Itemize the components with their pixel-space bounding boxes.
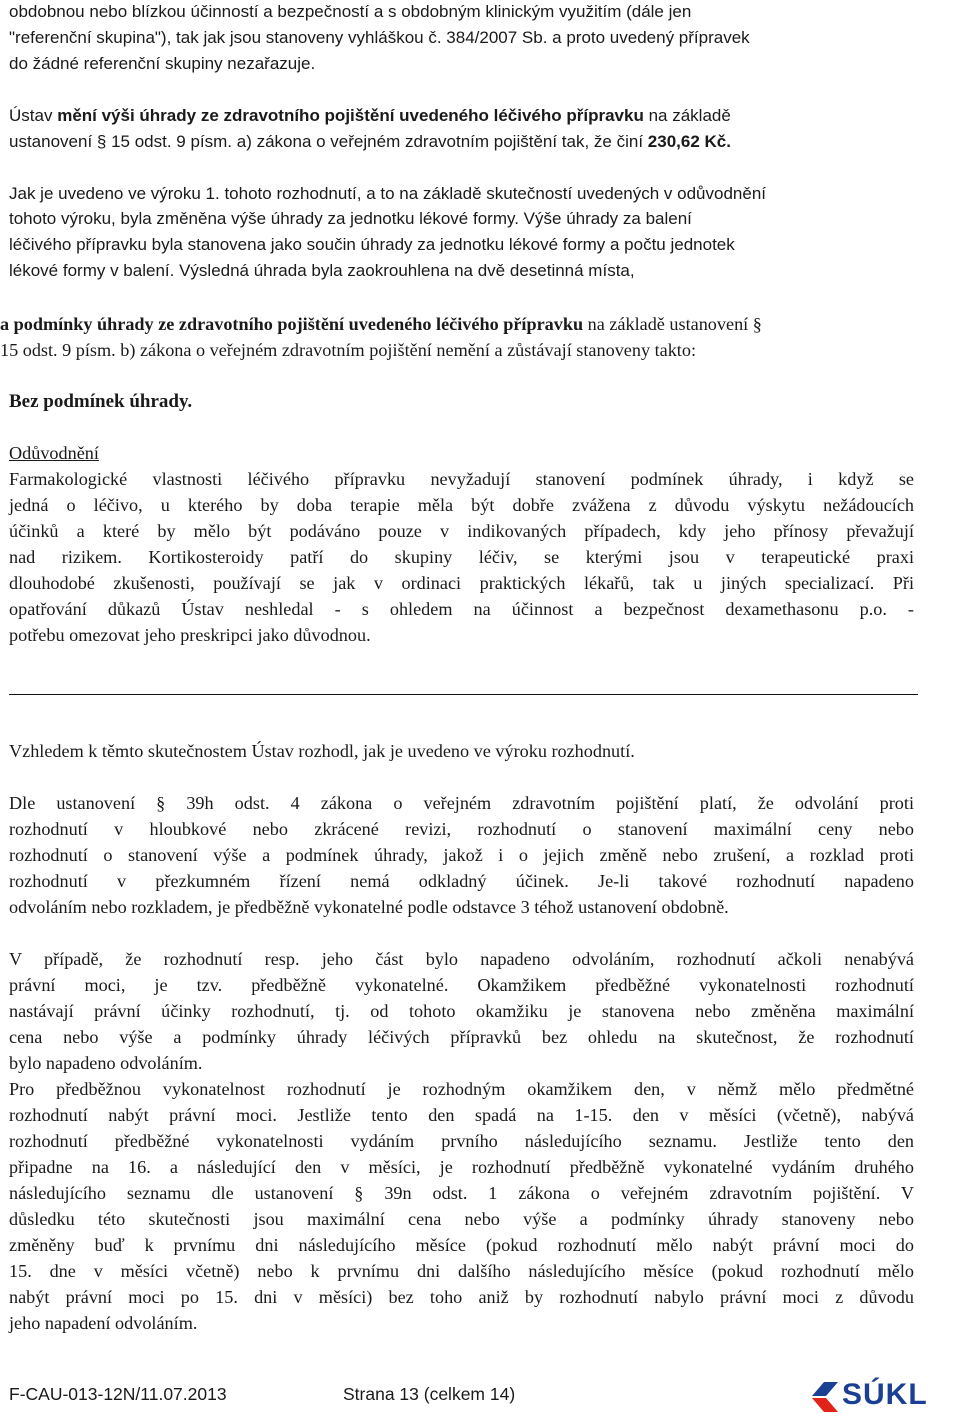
change-line-2 bbox=[9, 129, 731, 155]
top-line-1: obdobnou nebo blízkou účinností a bezpečností a s obdobným klinickým využitím (dále jen bbox=[9, 2, 692, 21]
calc-line-4: lékové formy v balení. Výsledná úhrada byla zaokrouhlena na dvě desetinná místa, bbox=[9, 261, 635, 280]
conditions-line-2: 15 odst. 9 písm. b) zákona o veřejném zdravotním pojištění nemění a zůstávají stanoveny takto: bbox=[0, 340, 697, 360]
timing-line: 15. dne v měsíci včetně) nebo k prvnímu dni dalšího následujícího měsíce (pokud rozhodnutí mělo bbox=[9, 1261, 914, 1281]
footer-document-code: F-CAU-013-12N/11.07.2013 bbox=[9, 1384, 227, 1404]
timing-line: důsledku této skutečnosti jsou maximální cena nebo výše a podmínky úhrady stanoveny nebo bbox=[9, 1209, 914, 1229]
reasoning-line: dlouhodobé zkušenosti, používají se jak v ordinaci praktických lékařů, tak u jiných specializací. Při bbox=[9, 573, 914, 593]
timing-line: změněny buď k prvnímu dni následujícího měsíce (pokud rozhodnutí mělo nabýt právní moci do bbox=[9, 1235, 914, 1255]
reasoning-line: nad rizikem. Kortikosteroidy patří do skupiny léčiv, se kterými jsou v terapeutické praxi bbox=[9, 547, 914, 567]
sukl-emblem-icon bbox=[808, 1378, 842, 1414]
change-statement: mění výši úhrady ze zdravotního pojištění uvedeného léčivého přípravku bbox=[57, 106, 644, 125]
change-basis: na základě bbox=[648, 106, 731, 125]
reasoning-line: účinků a které by mělo být podáváno pouze v indikovaných případech, kdy jeho přínosy převažují bbox=[9, 521, 914, 541]
change-line-1 bbox=[9, 103, 731, 129]
reasoning-line: potřebu omezovat jeho preskripci jako důvodnou. bbox=[9, 625, 371, 645]
reasoning-heading: Odůvodnění bbox=[9, 443, 99, 463]
footer-page-number: Strana 13 (celkem 14) bbox=[343, 1384, 516, 1404]
appeal-line: Dle ustanovení § 39h odst. 4 zákona o veřejném zdravotním pojištění platí, že odvolání proti bbox=[9, 793, 914, 813]
conditions-line-1 bbox=[0, 311, 762, 337]
top-line-3: do žádné referenční skupiny nezařazuje. bbox=[9, 54, 316, 73]
decision-statement: Vzhledem k těmto skutečnostem Ústav rozhodl, jak je uvedeno ve výroku rozhodnutí. bbox=[9, 741, 635, 761]
reasoning-line: opatřování důkazů Ústav neshledal - s ohledem na účinnost a bezpečnost dexamethasonu p.o. - bbox=[9, 599, 914, 619]
reasoning-line: Farmakologické vlastnosti léčivého přípravku nevyžadují stanovení podmínek úhrady, i když se bbox=[9, 469, 914, 489]
sukl-logo bbox=[808, 1378, 928, 1414]
timing-line: rozhodnutí nabýt právní moci. Jestliže tento den spadá na 1-15. den v měsíci (včetně), nabývá bbox=[9, 1105, 914, 1125]
timing-line: rozhodnutí předběžné vykonatelnosti vydáním prvního následujícího seznamu. Jestliže tento den bbox=[9, 1131, 914, 1151]
timing-line: Pro předběžnou vykonatelnost rozhodnutí je rozhodným okamžikem den, v němž mělo předmětné bbox=[9, 1079, 914, 1099]
timing-line: následujícího seznamu dle ustanovení § 39n odst. 1 zákona o veřejném zdravotním pojištění. V bbox=[9, 1183, 914, 1203]
appeal-line: rozhodnutí v přezkumném řízení nemá odkladný účinek. Je-li takové rozhodnutí napadeno bbox=[9, 871, 914, 891]
conditions-statement: a podmínky úhrady ze zdravotního pojištění uvedeného léčivého přípravku bbox=[0, 314, 584, 334]
appeal-line: rozhodnutí v hloubkové nebo zkrácené revizi, rozhodnutí o stanovení maximální ceny nebo bbox=[9, 819, 914, 839]
horizontal-divider bbox=[9, 694, 918, 695]
change-amount: 230,62 Kč. bbox=[647, 132, 731, 151]
no-conditions-heading: Bez podmínek úhrady. bbox=[9, 391, 193, 412]
enforce-line: V případě, že rozhodnutí resp. jeho část bylo napadeno odvoláním, rozhodnutí ačkoli nenabývá bbox=[9, 949, 914, 969]
timing-line: jeho napadení odvoláním. bbox=[9, 1313, 198, 1333]
timing-line: nabýt právní moci po 15. dni v měsíci) bez toho aniž by rozhodnutí nabylo právní moci z důvodu bbox=[9, 1287, 914, 1307]
conditions-basis: na základě ustanovení § bbox=[587, 314, 762, 334]
calc-line-3: léčivého přípravku byla stanovena jako součin úhrady za jednotku lékové formy a počtu jednotek bbox=[9, 235, 735, 254]
top-line-2: "referenční skupina"), tak jak jsou stanoveny vyhláškou č. 384/2007 Sb. a proto uvedený přípravek bbox=[9, 28, 750, 47]
appeal-line: odvoláním nebo rozkladem, je předběžně vykonatelné podle odstavce 3 téhož ustanovení obdobně. bbox=[9, 897, 729, 917]
timing-line: připadne na 16. a následující den v měsíci, je rozhodnutí předběžně vykonatelné vydáním druhého bbox=[9, 1157, 914, 1177]
logo-text: SÚKL bbox=[842, 1378, 928, 1411]
enforce-line: bylo napadeno odvoláním. bbox=[9, 1053, 203, 1073]
change-law: ustanovení § 15 odst. 9 písm. a) zákona o veřejném zdravotním pojištění tak, že činí bbox=[9, 132, 644, 151]
calc-line-1: Jak je uvedeno ve výroku 1. tohoto rozhodnutí, a to na základě skutečností uvedených v odůvodnění bbox=[9, 184, 766, 203]
change-subject: Ústav bbox=[9, 106, 53, 125]
enforce-line: cena nebo výše a podmínky úhrady léčivých přípravků bez ohledu na skutečnost, že rozhodnutí bbox=[9, 1027, 914, 1047]
enforce-line: právní moci, je tzv. předběžně vykonatelné. Okamžikem předběžné vykonatelnosti rozhodnutí bbox=[9, 975, 914, 995]
reasoning-line: jedná o léčivo, u kterého by doba terapie měla být dobře zvážena z důvodu výskytu nežádoucích bbox=[9, 495, 914, 515]
appeal-line: rozhodnutí o stanovení výše a podmínek úhrady, jakož i o jejich změně nebo zrušení, a rozklad proti bbox=[9, 845, 914, 865]
enforce-line: nastávají právní účinky rozhodnutí, tj. od tohoto okamžiku je stanovena nebo změněna maximální bbox=[9, 1001, 914, 1021]
calc-line-2: tohoto výroku, byla změněna výše úhrady za jednotku lékové formy. Výše úhrady za balení bbox=[9, 209, 692, 228]
